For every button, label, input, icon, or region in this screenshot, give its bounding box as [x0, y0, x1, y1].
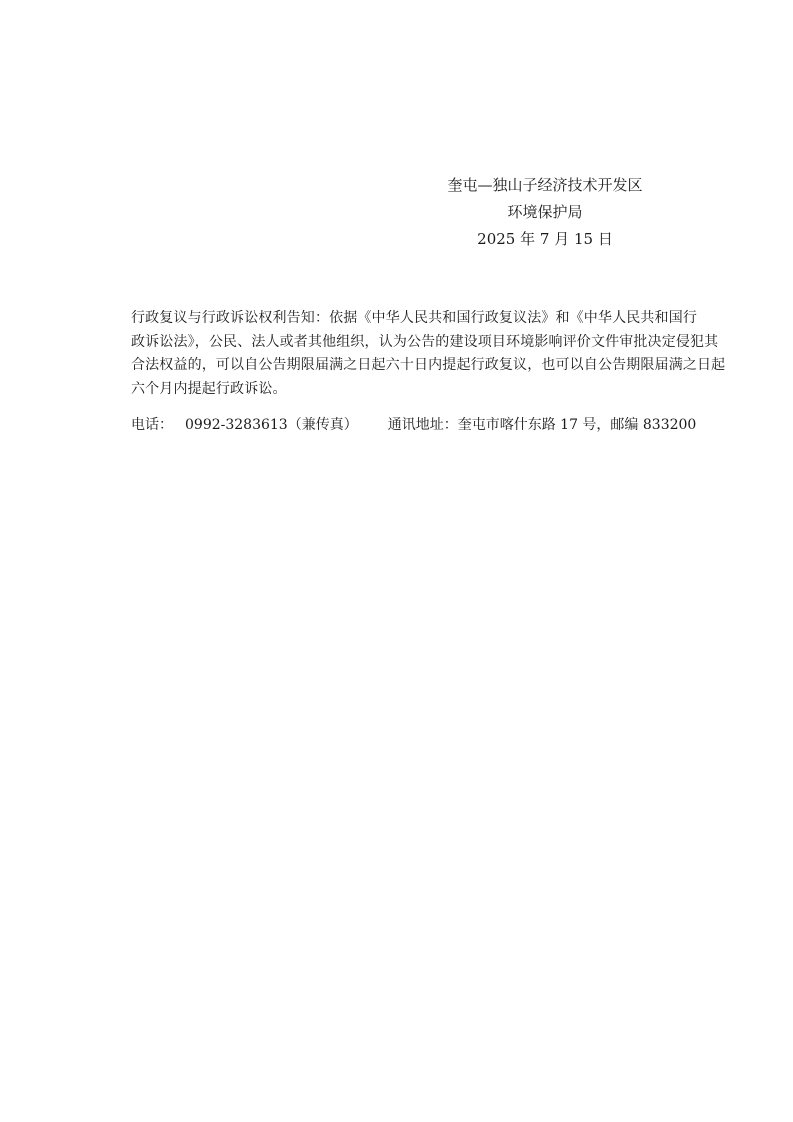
phone-label: 电话：	[131, 417, 173, 433]
notice-line: 六个月内提起行政诉讼。	[131, 380, 287, 397]
issuing-organization: 奎屯—独山子经济技术开发区	[447, 176, 643, 194]
issuing-department: 环境保护局	[507, 203, 583, 221]
legal-notice-paragraph	[131, 307, 726, 401]
notice-line: 政诉讼法》，公民、法人或者其他组织，认为公告的建设项目环境影响评价文件审批决定侵犯其	[131, 333, 719, 350]
signature-block	[410, 172, 680, 253]
address-label: 通讯地址：	[387, 417, 458, 433]
notice-line: 行政复议与行政诉讼权利告知：依据《中华人民共和国行政复议法》和《中华人民共和国行	[131, 310, 697, 326]
contact-info	[131, 414, 697, 436]
issue-date: 2025 年 7 月 15 日	[477, 230, 613, 248]
notice-line: 合法权益的，可以自公告期限届满之日起六十日内提起行政复议，也可以自公告期限届满之日起	[131, 357, 726, 373]
phone-value: 0992-3283613（兼传真）	[185, 417, 358, 433]
address-value: 奎屯市喀什东路 17 号，邮编 833200	[457, 417, 697, 433]
